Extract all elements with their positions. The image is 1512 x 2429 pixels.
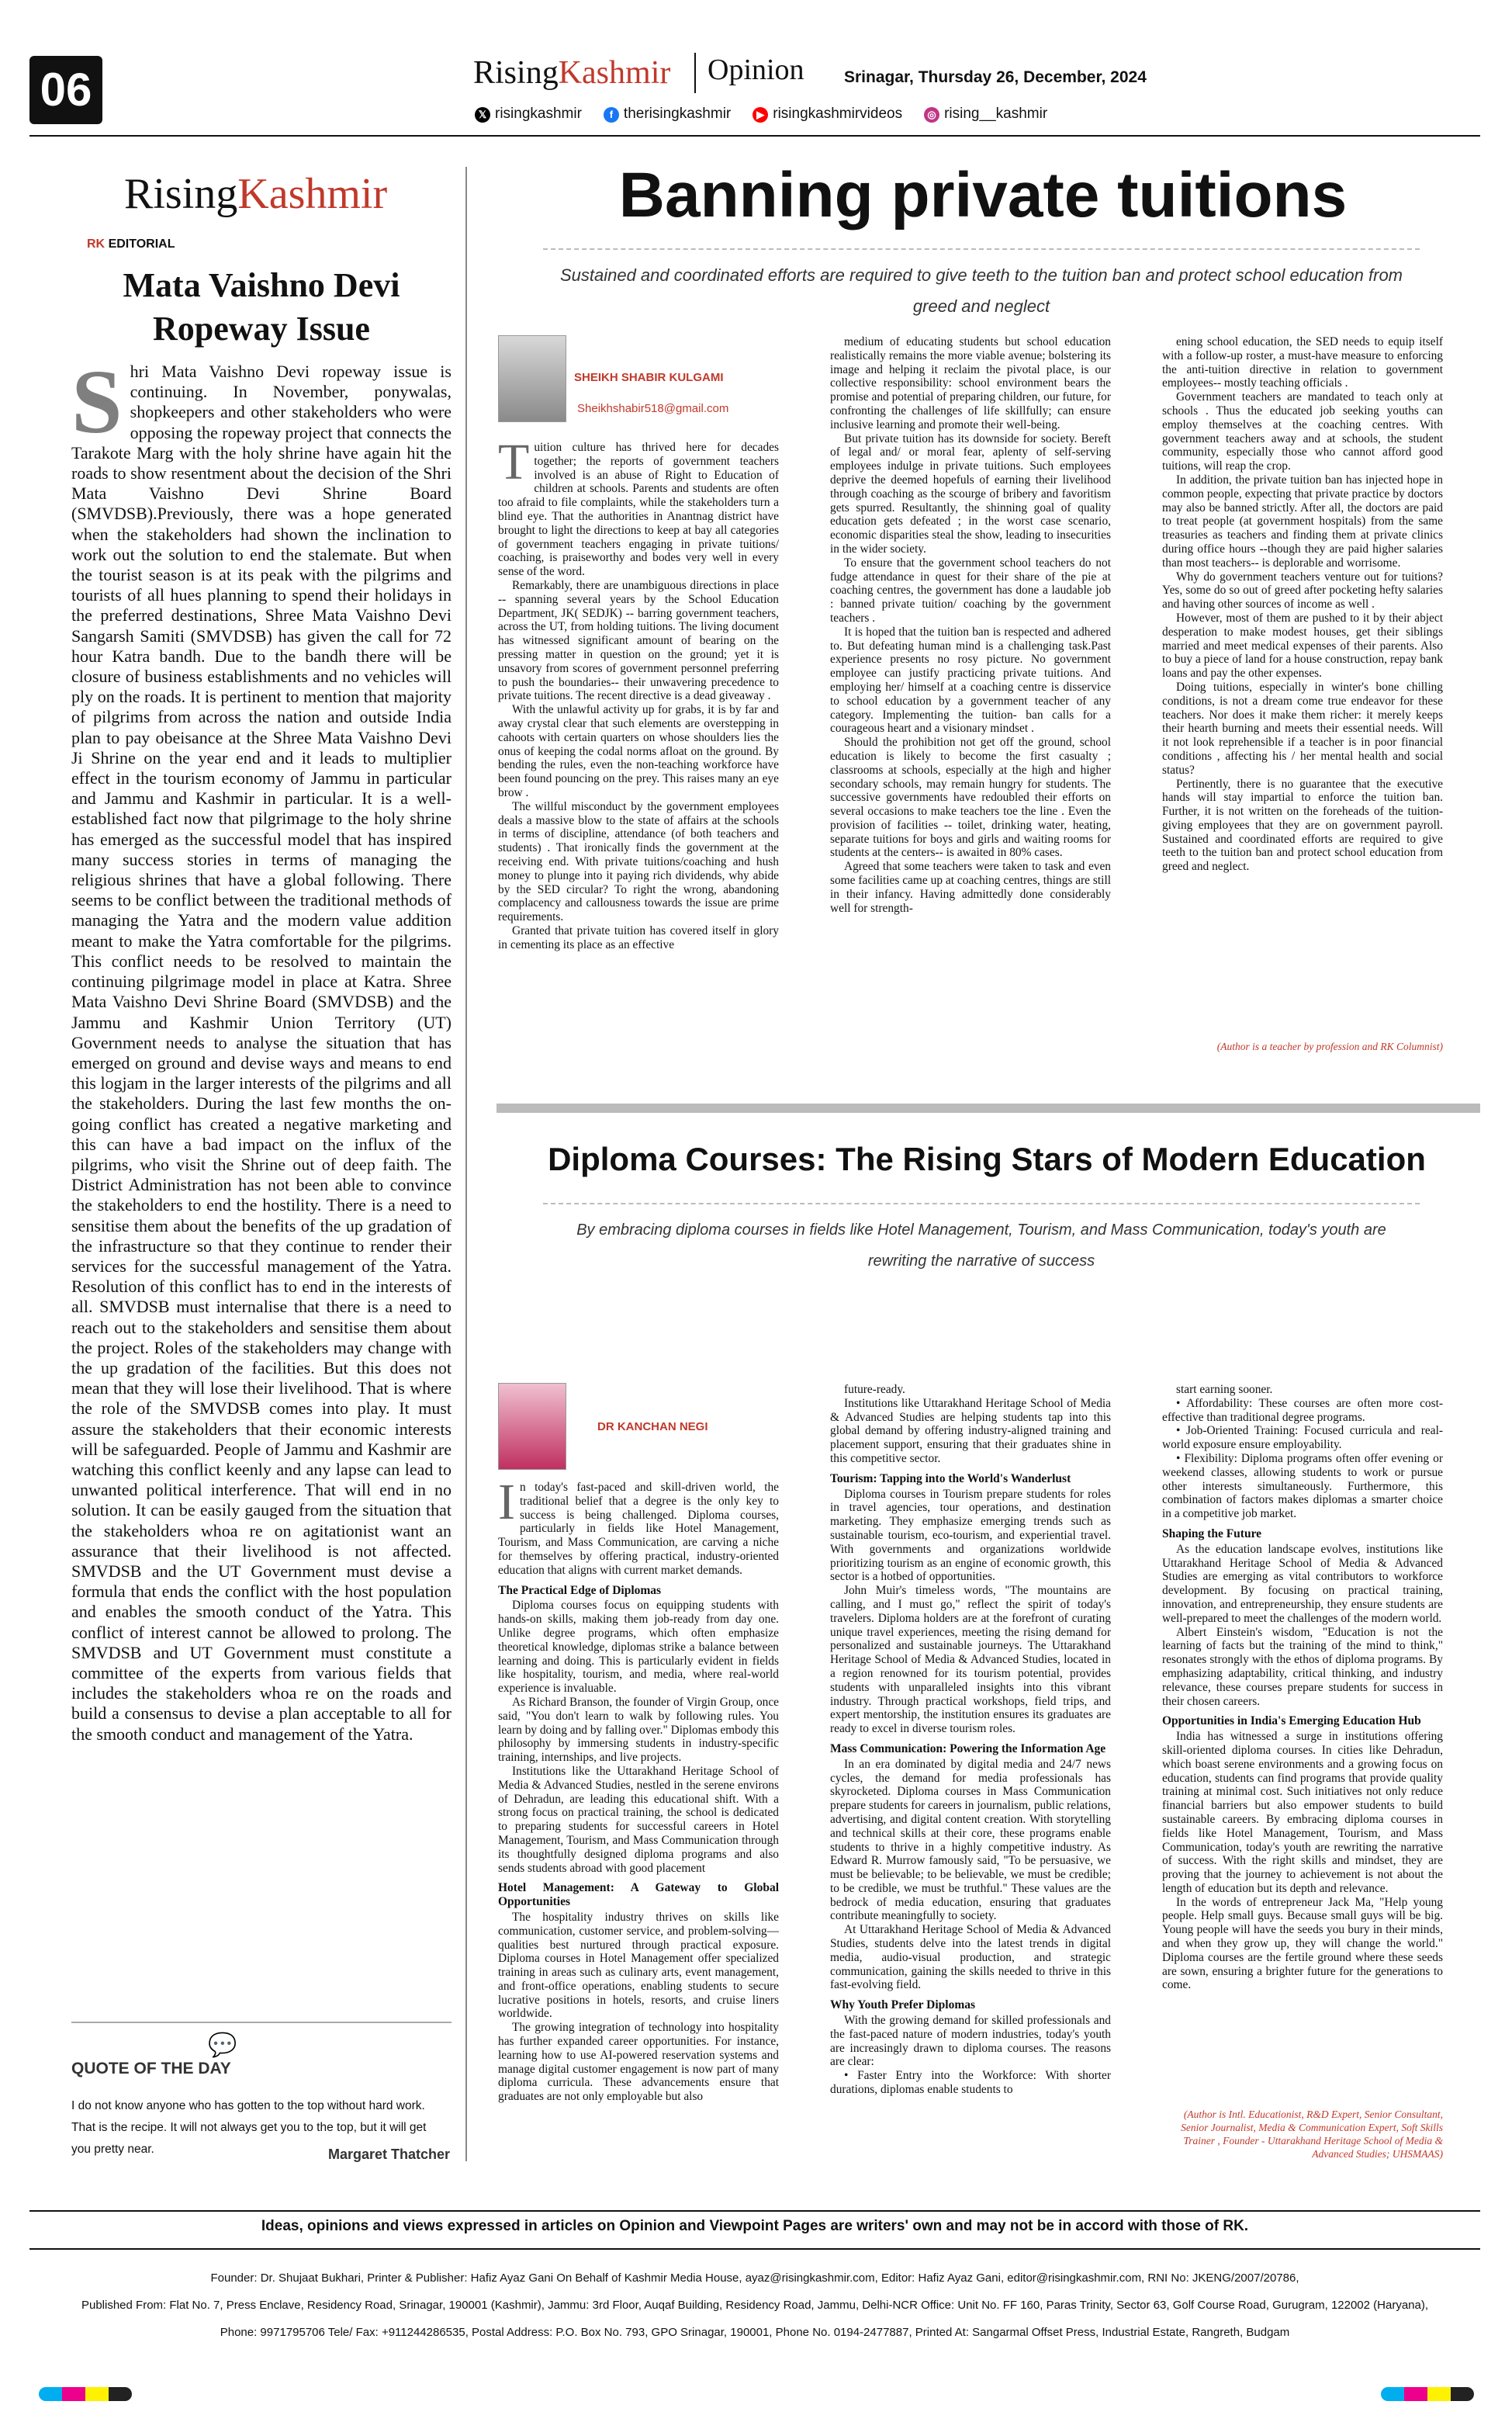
quote-author: Margaret Thatcher: [327, 2147, 450, 2162]
paragraph: Pertinently, there is no guarantee that the executive hands will stay impartial to enforce the tuition ban. Further, it is not written on the foreheads of the tuition- giving employees that they are on government payroll. Sustained and coordinated efforts are required to give teeth to the tuition ban and protect school education from greed and neglect.: [1162, 777, 1443, 874]
paragraph: To ensure that the government school teachers do not fudge attendance in quest for their share of the pie at coaching centres, the government has done a laudable job : banned private tuition/ coaching by the government teachers .: [830, 556, 1111, 625]
paragraph: In an era dominated by digital media and 24/7 news cycles, the demand for media professionals has skyrocketed. Diploma courses in Mass Communication prepare students for careers in journalism, public relations, advertising, and digital content creation. With storytelling and technical skills at their core, these programs enable students to thrive in a highly competitive industry. As Edward R. Murrow famously said, "To be persuasive, we must be believable; to be believable, we must be credible; to be credible, we must be truthful." These values are the bedrock of media education, ensuring that graduates contribute meaningfully to society.: [830, 1757, 1111, 1923]
article2-subhead: By embracing diploma courses in fields like Hotel Management, Tourism, and Mass Communication, today's youth are rewriting the narrative of success: [576, 1221, 1386, 1270]
paragraph: Institutions like Uttarakhand Heritage School of Media & Advanced Studies are helping students tap into this global demand by offering industry-aligned training and placement support, ensuring that their graduates shine in this competitive sector.: [830, 1396, 1111, 1465]
section-divider: [497, 1104, 1480, 1113]
social-handle: therisingkashmir: [623, 106, 732, 122]
paragraph: ening school education, the SED needs to equip itself with a follow-up roster, a must-have measure to enforcing the anti-tuition directive in relation to government employees-- mostly teaching officials .: [1162, 335, 1443, 390]
editorial-text: hri Mata Vaishno Devi ropeway issue is continuing. In November, ponywalas, shopkeepers and other stakeholders who were opposing the ropeway project that connects the Tarakote Marg with the holy shrine have again hit the roads to show resentment about the decision of the Shri Mata Vaishno Devi Shrine Board (SMVDSB).Previously, there was a hope generated when the stakeholders had shown the inclination to work out the solution to end the stalemate. But when the tourist season is at its peak with the pilgrims and tourists of all hues planning to spend their holidays in the preferred destinations, Shree Mata Vaishno Devi Sangarsh Samiti (SMVDSB) has given the call for 72 hour Katra bandh. Due to the bandh there will be closure of business establishments and no vehicles will ply on the roads. It is pertinent to mention that majority of pilgrims from across the nation and outside India plan to pay obeisance at the Shree Mata Vaishno Devi Ji Shrine on the year end and it leads to multiplier effect in the tourism economy of Jammu in particular and Jammu and Kashmir in particular. It is a well-established fact now that pilgrimage to the holy shrine has emerged as the successful model that has inspired many success stories in terms of managing the religious shrines that have a global following. There seems to be conflict between the traditional methods of managing the Yatra and the modern value addition meant to make the Yatra comfortable for the pilgrims. This conflict needs to be resolved to maintain the continuing pilgrimage model in place at Katra. Shree Mata Vaishno Devi Shrine Board (SMVDSB) and the Jammu and Kashmir Union Territory (UT) Government needs to analyse the situation that has emerged on ground and devise ways and means to end this logjam in the larger interests of the pilgrims and all the stakeholders. During the last few months the on-going conflict has created a negative marketing and this can have a bad impact on the influx of the pilgrims, who visit the Shrine out of deep faith. The District Administration has not been able to convince the stakeholders to end the hostility. There is a need to sensitise them about the benefits of the up gradation of the infrastructure so that they continue to render their services for the successful management of the Yatra. Resolution of this conflict has to end in the interests of all. SMVDSB must internalise that there is a need to reach out to the stakeholders and sensitise them about the project. Roles of the stakeholders may change with the up gradation of the facilities. But this does not mean that they will lose their livelihood. That is where the role of the SMVDSB comes into play. It must assure the stakeholders that their economic interests will be safeguarded. People of Jammu and Kashmir are watching this conflict keenly and any lapse can lead to unwanted political interference. That will end in no solution. It can be easily gauged from the situation that the stakeholders whoa re on agitationist want an assurance that their livelihood is not affected. SMVDSB and the UT Government must devise a formula that ends the conflict with the host population and enables the smooth conduct of the Yatra. This conflict of interest cannot be allowed to prolong. The SMVDSB and UT Government must constitute a committee of the experts from various fields that includes the stakeholders whoa re on the roads and build a consensus to devise a plan acceptable to all for the smooth conduct and management of the Yatra.: [71, 362, 452, 1744]
section-name: Opinion: [708, 54, 804, 86]
social-handle: risingkashmirvideos: [773, 106, 903, 122]
footer-rule-top: [29, 2210, 1480, 2212]
article2-column-3: [1162, 1383, 1443, 2105]
editorial-logo: [124, 169, 387, 219]
editorial-title: Mata Vaishno Devi Ropeway Issue: [123, 266, 400, 348]
editorial-logo-a: Rising: [124, 170, 238, 218]
paragraph: Diploma courses in Tourism prepare students for roles in travel agencies, tour operations, and destination marketing. They emphasize emerging trends such as sustainable tourism, eco-tourism, and experiential travel. With governments and organizations worldwide prioritizing tourism as an engine of economic growth, this sector is a hotbed of opportunities.: [830, 1487, 1111, 1584]
paragraph: Diploma courses focus on equipping students with hands-on skills, making them job-ready from day one. Unlike degree programs, which often emphasize theoretical knowledge, diplomas strike a balance between learning and doing. This is particularly evident in fields like hospitality, tourism, and media, where real-world experience is invaluable.: [498, 1599, 779, 1696]
paragraph: • Faster Entry into the Workforce: With shorter durations, diplomas enable students to: [830, 2069, 1111, 2097]
paragraph: Should the prohibition not get off the ground, school education is likely to become the first casualty ; classrooms at schools, especially at the high and higher secondary schools, may remain hungry for students. The successive governments have redoubled their efforts on several occasions to make teachers toe the line . Even the provision of facilities -- toilet, drinking water, heating, separate tuitions for boys and girls and waiting rooms for students at the centers-- is awaited in 80% cases.: [830, 736, 1111, 860]
header-rule: [29, 135, 1480, 137]
article2-credit: (Author is Intl. Educationist, R&D Expert, Senior Consultant, Senior Journalist, Media & Communication Expert, Soft Skills Trainer , Founder - Uttarakhand Heritage School of Media & Advanced Studies; UHSMAAS): [1181, 2108, 1443, 2160]
paragraph: Institutions like the Uttarakhand Heritage School of Media & Advanced Studies, nestled in the serene environs of Dehradun, are leading this educational shift. With a strong focus on practical training, the school is dedicated to preparing students for successful careers in Hotel Management, Tourism, and Mass Communication through its thoughtfully designed diploma programs and also sends students abroad with good placement: [498, 1764, 779, 1875]
registration-mark-left: [39, 2387, 132, 2401]
paragraph: Agreed that some teachers were taken to task and even some facilities came up at coaching centres, things are still in their infancy. Having admittedly done considerably well for strength-: [830, 860, 1111, 915]
article1-column-1: [498, 441, 779, 1094]
article2-column-2: [830, 1383, 1111, 2199]
imprint-line-1: Founder: Dr. Shujaat Bukhari, Printer & Publisher: Hafiz Ayaz Gani On Behalf of Kashmir Media House, ayaz@risingkashmir.com, Editor: Hafiz Ayaz Gani, editor@risingkashmir.com, RNI No: JKENG/2007/20786,: [210, 2271, 1299, 2285]
subheading: Why Youth Prefer Diplomas: [830, 1998, 976, 2012]
article1-credit: (Author is a teacher by profession and RK Columnist): [1216, 1041, 1443, 1052]
paragraph: Albert Einstein's wisdom, "Education is not the learning of facts but the training of the mind to think," resonates strongly with the ethos of diploma programs. By emphasizing adaptability, critical thinking, and industry relevance, these courses prepare students for success in their chosen careers.: [1162, 1625, 1443, 1708]
author2-photo: [498, 1383, 566, 1470]
paragraph: In addition, the private tuition ban has injected hope in common people, expecting that private practice by doctors may also be banned strictly. After all, the doctors are paid to treat people (at government hospitals) from the same treasuries as teachers and finding them at private clinics during office hours --though they are paid higher salaries than most teachers-- is deplorable and worrisome.: [1162, 473, 1443, 570]
paragraph: uition culture has thrived here for decades together; the reports of government teachers involved is an abuse of Right to Education of children at schools. Parents and students are often too afraid to file complaints, while the stakeholders turn a blind eye. That the authorities in Anantnag district have brought to light the directions to keep at bay all categories of government teachers engaging in private tuitions/ coaching, is praiseworthy and bodes very well in every sense of the word.: [498, 441, 779, 579]
social-links: [475, 106, 1047, 123]
x-icon: 𝕏: [475, 107, 490, 123]
paragraph: medium of educating students but school education realistically remains the more viable avenue; bolstering its image and helping it reclaim the pivotal place, is our collective responsibility: school environment bears the promise and potential of preparing children, our future, for confronting the challenges of life skillfully; can ensure inclusive learning and promote their well-being.: [830, 335, 1111, 431]
youtube-icon: ▶: [753, 107, 768, 123]
social-link-risingkashmirvideos[interactable]: [753, 106, 902, 123]
paragraph: The hospitality industry thrives on skills like communication, customer service, and problem-solving—qualities best nurtured through practical exposure. Diploma courses in Hotel Management offer specialized training in areas such as culinary arts, event management, and front-office operations, enabling students to secure lucrative positions in hotels, resorts, and cruise liners worldwide.: [498, 1910, 779, 2021]
editorial-tag-b: EDITORIAL: [108, 237, 175, 251]
paragraph: In the words of entrepreneur Jack Ma, "Help young people. Help small guys. Because small guys will be big. Young people will have the seeds you bury in their minds, and when they grow up, they will change the world." Diploma courses are the fertile ground where these seeds are sown, ensuring a brighter future for the generations to come.: [1162, 1895, 1443, 1992]
registration-mark-right: [1381, 2387, 1474, 2401]
article1-dropcap: T: [498, 441, 530, 490]
dateline: Srinagar, Thursday 26, December, 2024: [844, 68, 1147, 86]
subheading: Mass Communication: Powering the Information Age: [830, 1741, 1106, 1755]
article1-subhead: Sustained and coordinated efforts are required to give teeth to the tuition ban and protect school education from greed and neglect: [559, 265, 1403, 316]
paragraph: Doing tuitions, especially in winter's bone chilling conditions, is not a dream come true endeavor for these teachers. Nor does it make them richer: it merely keeps their hearth burning and meets their essential needs. Will it not look reprehensible if a teacher is in poor financial conditions , affecting his / her mental health and social status?: [1162, 680, 1443, 777]
editorial-logo-b: Kashmir: [237, 170, 388, 218]
paragraph: John Muir's timeless words, "The mountains are calling, and I must go," reflect the spirit of today's travelers. Diploma holders are at the forefront of curating unique travel experiences, meeting the rising demand for personalized and sustainable journeys. The Uttarakhand Heritage School of Media & Advanced Studies, located in a region renowned for its tourism potential, provides students with unparalleled insights into this vibrant industry. Through practical workshops, field trips, and expert mentorship, the institution ensures its graduates are ready to excel in diverse tourism roles.: [830, 1584, 1111, 1736]
editorial-tag: [87, 237, 175, 251]
subheading: Shaping the Future: [1162, 1526, 1262, 1540]
quote-label: QUOTE OF THE DAY: [71, 2060, 231, 2077]
instagram-icon: ◎: [924, 107, 939, 123]
disclaimer: Ideas, opinions and views expressed in articles on Opinion and Viewpoint Pages are writers' own and may not be in accord with those of RK.: [261, 2218, 1249, 2234]
paragraph: As the education landscape evolves, institutions like Uttarakhand Heritage School of Media & Advanced Studies are emerging as vital contributors to workforce development. By focusing on practical training, innovation, and entrepreneurship, they ensure students are well-prepared to meet the challenges of the modern world.: [1162, 1542, 1443, 1625]
subheading: The Practical Edge of Diplomas: [498, 1583, 662, 1597]
imprint-line-3: Phone: 9971795706 Tele/ Fax: +911244286535, Postal Address: P.O. Box No. 793, GPO Srinagar, 190001, Phone No. 0194-2477887, Printed At: Sangarmal Offset Press, Industrial Estate, Rangreth, Budgam: [220, 2326, 1290, 2339]
subheading: Opportunities in India's Emerging Education Hub: [1162, 1714, 1421, 1728]
imprint-line-2: Published From: Flat No. 7, Press Enclave, Residency Road, Srinagar, 190001 (Kashmir), Jammu: 3rd Floor, Auqaf Building, Residency Road, Jammu, Delhi-NCR Office: Unit No. FF 160, Paras Trinity, Sector 63, Golf Course Road, Gurugram, 122002 (Haryana),: [81, 2299, 1429, 2312]
article2-headline: Diploma Courses: The Rising Stars of Modern Education: [548, 1141, 1426, 1177]
social-link-risingkashmir[interactable]: [475, 106, 582, 123]
social-link-therisingkashmir[interactable]: [604, 106, 731, 123]
footer-rule-bottom: [29, 2248, 1480, 2250]
masthead-logo-b: Kashmir: [558, 55, 671, 91]
paragraph: At Uttarakhand Heritage School of Media & Advanced Studies, students delve into the latest trends in digital media, audio-visual production, and strategic communication, gaining the skills needed to thrive in this fast-evolving field.: [830, 1923, 1111, 1992]
facebook-icon: f: [604, 107, 619, 123]
paragraph: It is hoped that the tuition ban is respected and adhered to. But defeating human mind is a challenging task.Past experience presents no rosy picture. No government employee can justify practicing private tuitions. And employing her/ himself at a coaching centre is disservice to school education by a government teacher of any category. Implementing the tuition- ban calls for a courageous heart and a visionary mindset .: [830, 625, 1111, 736]
paragraph: n today's fast-paced and skill-driven world, the traditional belief that a degree is the only key to success is being challenged. Diploma courses, particularly in fields like Hotel Management, Tourism, and Mass Communication, are carving a niche for themselves by offering practical, industry-oriented education that aligns with current market demands.: [498, 1481, 779, 1577]
paragraph: With the unlawful activity up for grabs, it is by far and away crystal clear that such elements are overstepping in cahoots with certain quarters on whose shoulders lies the onus of keeping the codal norms afloat on the ground. By bending the rules, even the non-teaching workforce have been found pouncing on the prey. This raises many an eye brow .: [498, 703, 779, 799]
article2-dropcap: I: [498, 1481, 515, 1530]
social-handle: risingkashmir: [495, 106, 582, 122]
page-number: 06: [29, 56, 102, 124]
article1-headline: Banning private tuitions: [618, 160, 1348, 230]
article2-strap-rule: [543, 1203, 1420, 1204]
speech-bubble-icon: 💬: [208, 2032, 237, 2058]
paragraph: However, most of them are pushed to it by their abject desperation to make modest houses, get their siblings married and meet medical expenses of their parents. Also to buy a piece of land for a house construction, repay bank loans and pay the other expenses.: [1162, 611, 1443, 681]
article2-column-1: [498, 1481, 779, 2199]
article1-author: SHEIKH SHABIR KULGAMI: [574, 371, 724, 384]
paragraph: But private tuition has its downside for society. Bereft of legal and/ or moral fear, aplenty of self-serving employees indulge in private tuitions. Such employees deprive the deemed hopefuls of earning their livelihood through coaching as the scourge of bribery and favoritism gets spurred. Resultantly, the shinning goal of quality education gets defeated ; in the worst case scenario, economic disparities steal the show, leading to insecurities in the wider society.: [830, 431, 1111, 556]
article1-column-2: [830, 335, 1111, 1094]
author1-photo: [498, 335, 566, 422]
social-handle: rising__kashmir: [944, 106, 1048, 122]
article2-author: DR KANCHAN NEGI: [597, 1420, 708, 1433]
imprint: [29, 2264, 1480, 2346]
column-divider: [465, 167, 467, 2161]
article1-email: Sheikhshabir518@gmail.com: [577, 402, 729, 415]
masthead-logo: [473, 54, 670, 92]
paragraph: As Richard Branson, the founder of Virgin Group, once said, "You don't learn to walk by following rules. You learn by doing and by falling over." Diplomas embody this philosophy by immersing students in industry-specific training, internships, and live projects.: [498, 1695, 779, 1765]
masthead-divider: [694, 53, 696, 93]
article1-strap-rule: [543, 248, 1420, 250]
quote-text: I do not know anyone who has gotten to the top without hard work. That is the recipe. It will not always get you to the top, but it will get you pretty near.: [71, 2099, 427, 2156]
paragraph: With the growing demand for skilled professionals and the fast-paced nature of modern industries, today's youth are increasingly drawn to diploma courses. The reasons are clear:: [830, 2014, 1111, 2069]
paragraph: The growing integration of technology into hospitality has further expanded career opportunities. For instance, learning how to use AI-powered reservation systems and manage digital customer engagement is now part of many diploma curricula. These advancements ensure that graduates are not only employable but also: [498, 2021, 779, 2104]
subheading: Hotel Management: A Gateway to Global Opportunities: [498, 1881, 779, 1909]
editorial-body: [71, 351, 452, 1745]
editorial-dropcap: S: [71, 351, 123, 452]
masthead-logo-a: Rising: [473, 55, 559, 91]
article1-column-3: [1162, 335, 1443, 1034]
social-link-rising__kashmir[interactable]: [924, 106, 1047, 123]
paragraph: Why do government teachers venture out for tuitions? Yes, some do so out of greed after pocketing hefty salaries and having other sources of income as well .: [1162, 570, 1443, 612]
paragraph: Remarkably, there are unambiguous directions in place -- spanning several years by the School Education Department, JK( SEDJK) -- barring government teachers, across the UT, from holding tuitions. The living document has witnessed significant amount of bearing on the pressing matter in question on the ground; yet it is unsavory from scores of government personnel preferring to push the boundaries-- their unwavering precedence to private tuitions. The recent directive is a dead giveaway .: [498, 578, 779, 703]
paragraph: • Job-Oriented Training: Focused curricula and real-world exposure ensure employability.: [1162, 1424, 1443, 1452]
paragraph: future-ready.: [844, 1383, 905, 1396]
paragraph: • Flexibility: Diploma programs often offer evening or weekend classes, allowing students to work or pursue other interests simultaneously. Furthermore, this combination of factors makes diplomas a smarter choice in a competitive job market.: [1162, 1451, 1443, 1521]
editorial-tag-a: RK: [87, 237, 106, 251]
subheading: Tourism: Tapping into the World's Wanderlust: [830, 1471, 1071, 1485]
paragraph: India has witnessed a surge in institutions offering skill-oriented diploma courses. In cities like Dehradun, which boast serene environments and a growing focus on education, students can find programs that provide quality training at minimal cost. Such initiatives not only reduce financial barriers but also empower students to build sustainable careers. By embracing diploma courses in fields like Hotel Management, Tourism, and Mass Communication, today's youth are rewriting the narrative of success. With the right skills and mindset, they are proving that the journey to achievement is not about the length of education but its depth and relevance.: [1162, 1730, 1443, 1895]
paragraph: The willful misconduct by the government employees deals a massive blow to the state of affairs at the schools in terms of discipline, attendance (of both teachers and students) . That ironically finds the government at the receiving end. With private tuitions/coaching and hush money to plunge into it paying rich dividends, why abide by the SED circular? To right the wrong, abandoning complacency and callousness towards the issue are prime requirements.: [498, 799, 779, 924]
paragraph: Government teachers are mandated to teach only at schools . Thus the educated job seeking youths can employ themselves at the coaching centres. With government teachers away and at schools, the student community, especially those who cannot afford good tuitions, will reap the crop.: [1162, 390, 1443, 473]
paragraph: start earning sooner.: [1176, 1383, 1273, 1396]
paragraph: • Affordability: These courses are often more cost-effective than traditional degree programs.: [1162, 1396, 1443, 1424]
paragraph: Granted that private tuition has covered itself in glory in cementing its place as an effective: [498, 923, 779, 951]
